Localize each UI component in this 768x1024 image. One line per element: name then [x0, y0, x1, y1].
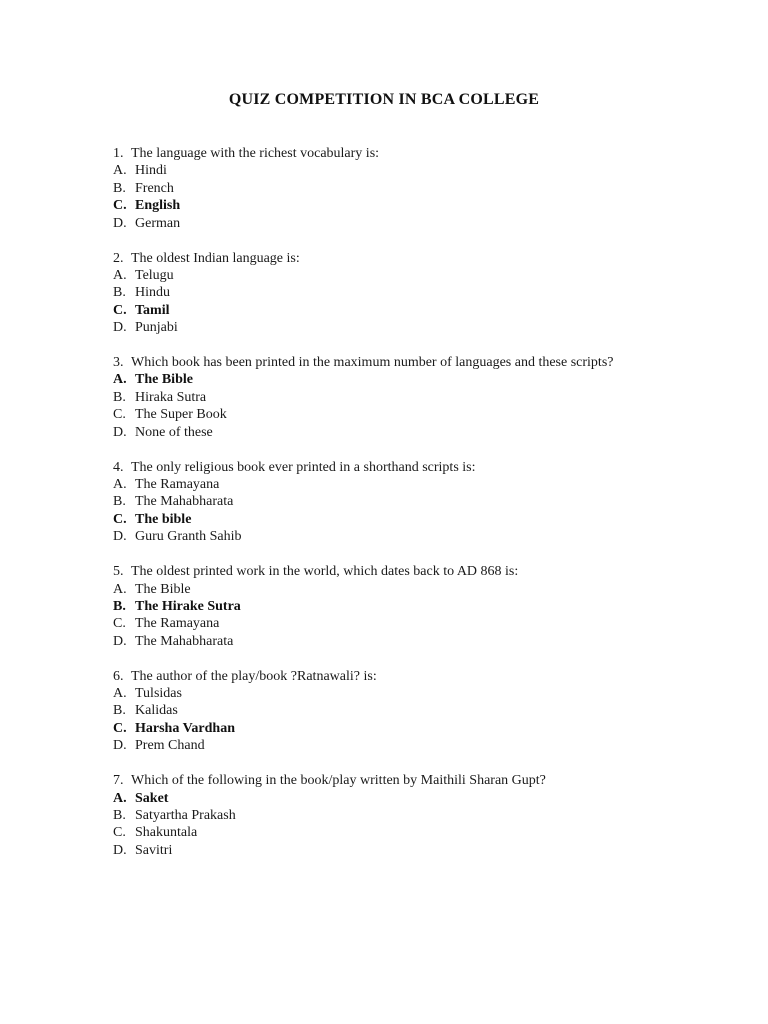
option-letter: D.	[113, 633, 127, 649]
option-text: Hindu	[135, 285, 170, 301]
option-letter: A.	[113, 581, 127, 597]
answer-option-correct	[113, 790, 733, 807]
answer-option-correct	[113, 197, 733, 214]
option-text: The Ramayana	[135, 616, 220, 632]
question-prompt: The oldest Indian language is:	[131, 250, 300, 266]
question-prompt: Which of the following in the book/play written by Maithili Sharan Gupt?	[131, 773, 546, 789]
option-letter: B.	[113, 180, 126, 196]
option-letter: B.	[113, 808, 126, 823]
answer-option-correct	[113, 598, 733, 615]
option-letter: D.	[113, 529, 127, 545]
question-number: 6.	[113, 668, 124, 684]
question-text	[113, 668, 733, 685]
page-title: QUIZ COMPETITION IN BCA COLLEGE	[228, 91, 540, 108]
answer-option	[113, 702, 733, 719]
answer-option	[113, 824, 733, 841]
option-text: Telugu	[135, 267, 174, 283]
answer-option	[113, 406, 733, 423]
option-text: Saket	[135, 790, 169, 806]
question-list	[113, 145, 733, 877]
question-text	[113, 563, 733, 580]
option-text: English	[135, 198, 181, 214]
option-letter: D.	[113, 320, 127, 336]
option-text: Tamil	[135, 302, 170, 318]
answer-option	[113, 319, 733, 336]
question-prompt: The only religious book ever printed in a shorthand scripts is:	[131, 459, 476, 475]
option-text: None of these	[135, 424, 213, 440]
question-prompt: The author of the play/book ?Ratnawali? is:	[131, 668, 377, 684]
option-letter: B.	[113, 703, 126, 719]
answer-option	[113, 842, 733, 859]
question-block	[113, 354, 733, 441]
option-text: The Hirake Sutra	[135, 598, 241, 614]
answer-option	[113, 493, 733, 510]
answer-option	[113, 615, 733, 632]
option-letter: D.	[113, 424, 127, 440]
option-letter: C.	[113, 407, 126, 423]
answer-option	[113, 284, 733, 301]
answer-option	[113, 215, 733, 232]
answer-option	[113, 528, 733, 545]
option-letter: B.	[113, 494, 126, 510]
question-block	[113, 459, 733, 546]
option-text: Guru Granth Sahib	[135, 529, 242, 545]
option-text: Punjabi	[135, 320, 178, 336]
option-letter: A.	[113, 790, 127, 806]
answer-option-correct	[113, 302, 733, 319]
option-letter: B.	[113, 598, 126, 614]
option-letter: D.	[113, 842, 127, 858]
question-block	[113, 250, 733, 337]
answer-option	[113, 162, 733, 179]
option-text: Tulsidas	[135, 686, 182, 702]
question-text	[113, 250, 733, 267]
option-letter: C.	[113, 720, 127, 736]
option-text: The bible	[135, 511, 192, 527]
answer-option	[113, 807, 733, 824]
option-letter: D.	[113, 215, 127, 231]
option-text: Savitri	[135, 842, 173, 858]
option-letter: A.	[113, 372, 127, 388]
option-letter: B.	[113, 285, 126, 301]
option-text: The Ramayana	[135, 477, 220, 492]
question-block	[113, 668, 733, 755]
option-letter: D.	[113, 738, 127, 754]
answer-option	[113, 180, 733, 197]
option-letter: A.	[113, 267, 127, 283]
option-letter: B.	[113, 389, 126, 405]
answer-option	[113, 424, 733, 441]
answer-option	[113, 737, 733, 754]
question-number: 7.	[113, 773, 124, 789]
option-text: Hiraka Sutra	[135, 389, 207, 405]
answer-option	[113, 389, 733, 406]
answer-option-correct	[113, 720, 733, 737]
question-number: 5.	[113, 564, 124, 580]
option-text: French	[135, 180, 174, 196]
answer-option	[113, 633, 733, 650]
option-text: The Mahabharata	[135, 494, 234, 510]
option-letter: C.	[113, 511, 127, 527]
option-text: Kalidas	[135, 703, 178, 719]
question-prompt: The oldest printed work in the world, which dates back to AD 868 is:	[131, 564, 519, 580]
option-text: The Bible	[135, 372, 193, 388]
question-number: 4.	[113, 459, 124, 475]
question-block	[113, 772, 733, 859]
answer-option	[113, 267, 733, 284]
question-number: 3.	[113, 355, 124, 371]
answer-option	[113, 476, 733, 493]
question-prompt: The language with the richest vocabulary is:	[131, 146, 380, 161]
question-text	[113, 772, 733, 789]
question-number: 1.	[113, 146, 124, 161]
option-text: The Mahabharata	[135, 633, 234, 649]
option-text: Hindi	[135, 163, 167, 179]
option-letter: C.	[113, 825, 126, 841]
option-text: Harsha Vardhan	[135, 720, 235, 736]
question-prompt: Which book has been printed in the maximum number of languages and these scripts?	[131, 355, 614, 371]
option-text: German	[135, 215, 181, 231]
answer-option-correct	[113, 371, 733, 388]
answer-option-correct	[113, 511, 733, 528]
option-text: Shakuntala	[135, 825, 198, 841]
question-text	[113, 354, 733, 371]
option-letter: A.	[113, 163, 127, 179]
option-text: The Super Book	[135, 407, 227, 423]
question-block	[113, 145, 733, 232]
answer-option	[113, 685, 733, 702]
question-block	[113, 563, 733, 650]
option-text: Prem Chand	[135, 738, 205, 754]
question-text	[113, 145, 733, 162]
question-text	[113, 459, 733, 476]
option-text: Satyartha Prakash	[135, 808, 236, 823]
option-letter: A.	[113, 686, 127, 702]
option-text: The Bible	[135, 581, 191, 597]
question-number: 2.	[113, 250, 124, 266]
option-letter: C.	[113, 616, 126, 632]
option-letter: C.	[113, 302, 127, 318]
answer-option	[113, 581, 733, 598]
option-letter: A.	[113, 477, 127, 492]
option-letter: C.	[113, 198, 127, 214]
